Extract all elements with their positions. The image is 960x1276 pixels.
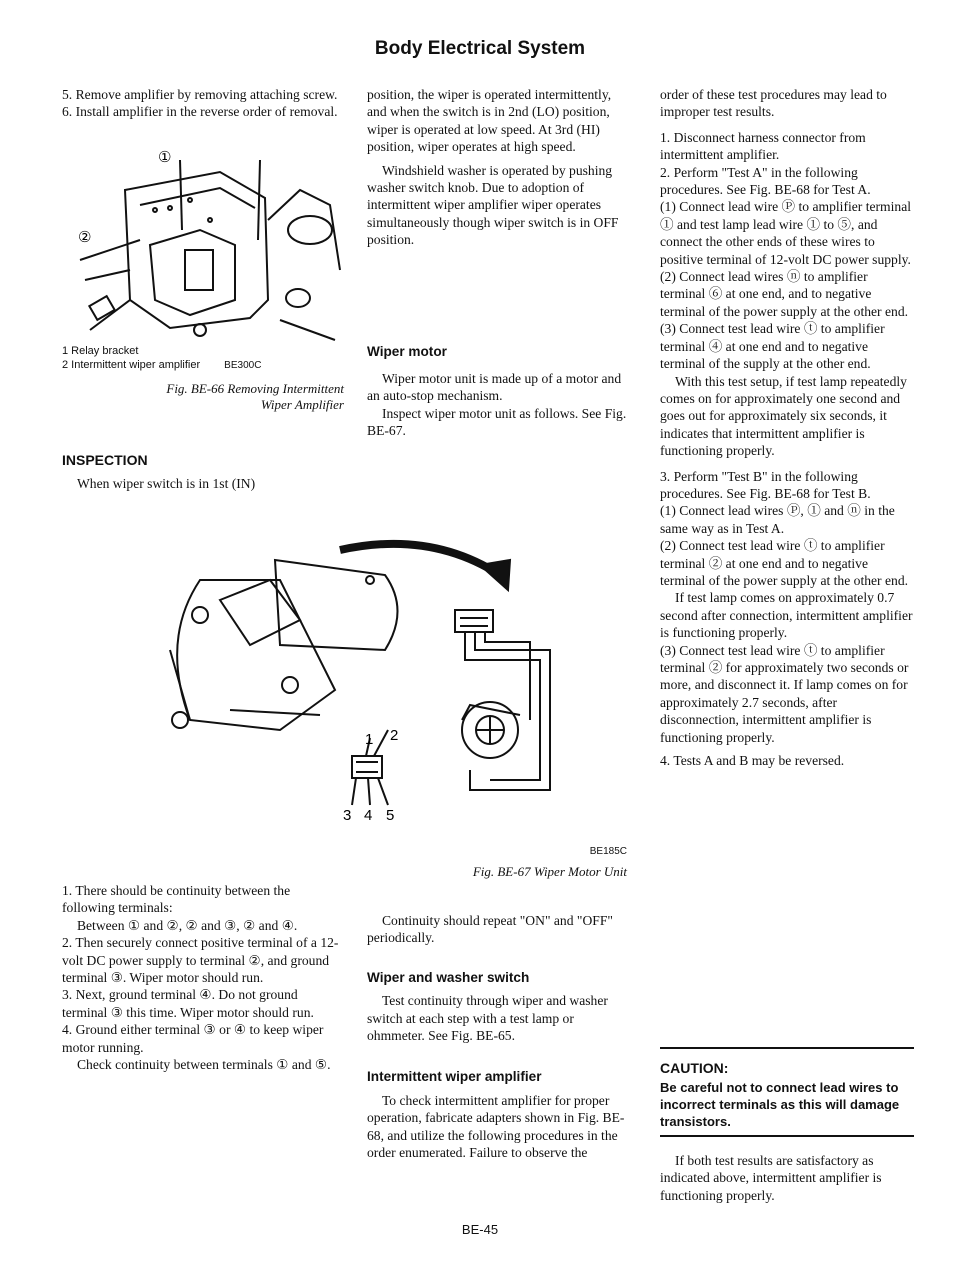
wiper-motor-p1: Wiper motor unit is made up of a motor and an auto-stop mechanism. <box>367 371 622 404</box>
c3-step4: 4. Tests A and B may be reversed. <box>660 753 845 769</box>
list-item-3: 3. Next, ground terminal ④. Do not ground terminal ③ this time. Wiper motor should run. <box>62 987 314 1020</box>
list-item-4b: Check continuity between terminals ① and ⑤. <box>76 1057 331 1073</box>
list-item-4: 4. Ground either terminal ③ or ④ to keep wiper motor running. <box>62 1022 324 1055</box>
column-left <box>62 86 344 121</box>
fig66-caption-line1: Fig. BE-66 Removing Intermittent <box>166 381 344 396</box>
page-header: Body Electrical System <box>374 38 586 59</box>
page-number: BE-45 <box>461 1222 499 1237</box>
amp-text: To check intermittent amplifier for proper operation, fabricate adapters shown in Fig. BE-68, and utilize the following procedures in the order enumerated. Failure to observe the <box>367 1092 625 1161</box>
continuity-text: Continuity should repeat "ON" and "OFF" periodically. <box>367 913 613 946</box>
fig67-code: BE185C <box>589 846 627 857</box>
c3-a1: (1) Connect lead wire Ⓟ to amplifier terminal ① and test lamp lead wire ① to ⑤, and connect the other ends of these wires to positive terminal of 12-volt DC power supply. <box>660 199 912 267</box>
fig67-term-1: 1 <box>365 731 374 748</box>
c2-para2: Windshield washer is operated by pushing washer switch knob. Due to adoption of intermittent wiper amplifier wiper operates simultaneously though wiper switch is in OFF position. <box>367 162 619 248</box>
wiper-motor-p2: Inspect wiper motor unit as follows. See Fig. BE-67. <box>367 405 627 439</box>
step-5: 5. Remove amplifier by removing attaching screw. <box>62 87 338 102</box>
continuity-list <box>62 882 344 1073</box>
fig66-callout-1: ① <box>158 150 172 166</box>
c3-a4: With this test setup, if test lamp repeatedly comes on for approximately one second and goes out for approximately six seconds, it indicates that intermittent amplifier is functioning properly. <box>660 373 907 459</box>
fig66-code: BE300C <box>224 360 262 371</box>
c2-para1: position, the wiper is operated intermittently, and when the switch is in 2nd (LO) position, wiper is operated at low speed. At 3rd (HI) position, wiper operates at high speed. <box>367 87 612 155</box>
c3-step3: 3. Perform "Test B" in the following procedures. See Fig. BE-68 for Test B. <box>660 468 871 501</box>
fig67-caption: Fig. BE-67 Wiper Motor Unit <box>472 864 627 880</box>
column-middle-lower <box>367 912 627 1161</box>
fig67-term-2: 2 <box>390 727 399 744</box>
column-right <box>660 86 914 769</box>
amp-heading: Intermittent wiper amplifier <box>367 1069 542 1085</box>
final-text: If both test results are satisfactory as indicated above, intermittent amplifier is functioning properly. <box>660 1153 882 1203</box>
c3-step1: 1. Disconnect harness connector from intermittent amplifier. <box>660 129 866 163</box>
list-item-2: 2. Then securely connect positive terminal of a 12-volt DC power supply to terminal ②, and ground terminal ③. Wiper motor should run. <box>62 935 339 986</box>
inspection-heading: INSPECTION <box>62 452 148 468</box>
caution-box <box>660 1060 914 1130</box>
column-middle <box>367 86 627 440</box>
c3-b2: (2) Connect test lead wire ⓣ to amplifier terminal ② at one end and to negative terminal of the power supply at the other end. <box>660 538 909 588</box>
switch-heading: Wiper and washer switch <box>367 969 530 985</box>
list-item-1b: Between ① and ②, ② and ③, ② and ④. <box>76 917 298 933</box>
c3-para0: order of these test procedures may lead to improper test results. <box>660 87 887 120</box>
fig66-callout-2: ② <box>78 229 92 246</box>
fig66-legend-1: 1 Relay bracket <box>62 345 139 357</box>
caution-text: Be careful not to connect lead wires to incorrect terminals as this will damage transistors. <box>660 1080 900 1130</box>
c3-step2: 2. Perform "Test A" in the following procedures. See Fig. BE-68 for Test A. <box>660 164 871 198</box>
fig66-legend <box>62 344 344 373</box>
step-6: 6. Install amplifier in the reverse order of removal. <box>62 104 338 120</box>
fig-be66-illustration <box>70 150 345 342</box>
caution-rule-top <box>660 1047 914 1049</box>
fig66-legend-2-row <box>62 358 344 373</box>
switch-text: Test continuity through wiper and washer switch at each step with a test lamp or ohmmeter. See Fig. BE-65. <box>367 993 608 1044</box>
c3-b1: (1) Connect lead wires Ⓟ, ① and ⓝ in the same way as in Test A. <box>660 503 895 536</box>
fig-be67-illustration <box>130 520 630 820</box>
fig66-legend-2: 2 Intermittent wiper amplifier <box>62 359 201 371</box>
inspection-text: When wiper switch is in 1st (IN) <box>76 476 256 492</box>
fig67-term-4: 4 <box>364 807 373 820</box>
c3-b4: (3) Connect test lead wire ⓣ to amplifier terminal ② for approximately two seconds or more, and disconnect it. If lamp comes on for approximately 2.7 seconds, after disconnection, intermittent amplifier is functioning properly. <box>660 642 909 745</box>
fig67-term-3: 3 <box>343 807 352 820</box>
wiper-motor-heading: Wiper motor <box>367 343 447 359</box>
caution-heading: CAUTION: <box>660 1060 729 1076</box>
fig67-caption-block <box>367 843 627 880</box>
fig67-term-5: 5 <box>386 807 395 820</box>
c3-b3: If test lamp comes on approximately 0.7 second after connection, intermittent amplifier is functioning properly. <box>660 590 913 641</box>
caution-rule-bottom <box>660 1135 914 1137</box>
fig66-caption <box>62 381 344 413</box>
c3-a2: (2) Connect lead wires ⓝ to amplifier terminal ⑥ at one end, and to negative terminal of the power supply at the other end. <box>660 269 909 319</box>
inspection-section <box>62 452 344 493</box>
final-note <box>660 1152 914 1204</box>
list-item-1: 1. There should be continuity between the following terminals: <box>62 883 291 916</box>
fig66-caption-line2: Wiper Amplifier <box>260 397 344 412</box>
c3-a3: (3) Connect test lead wire ⓣ to amplifier terminal ④ at one end and to negative terminal of the supply at the other end. <box>660 321 885 372</box>
